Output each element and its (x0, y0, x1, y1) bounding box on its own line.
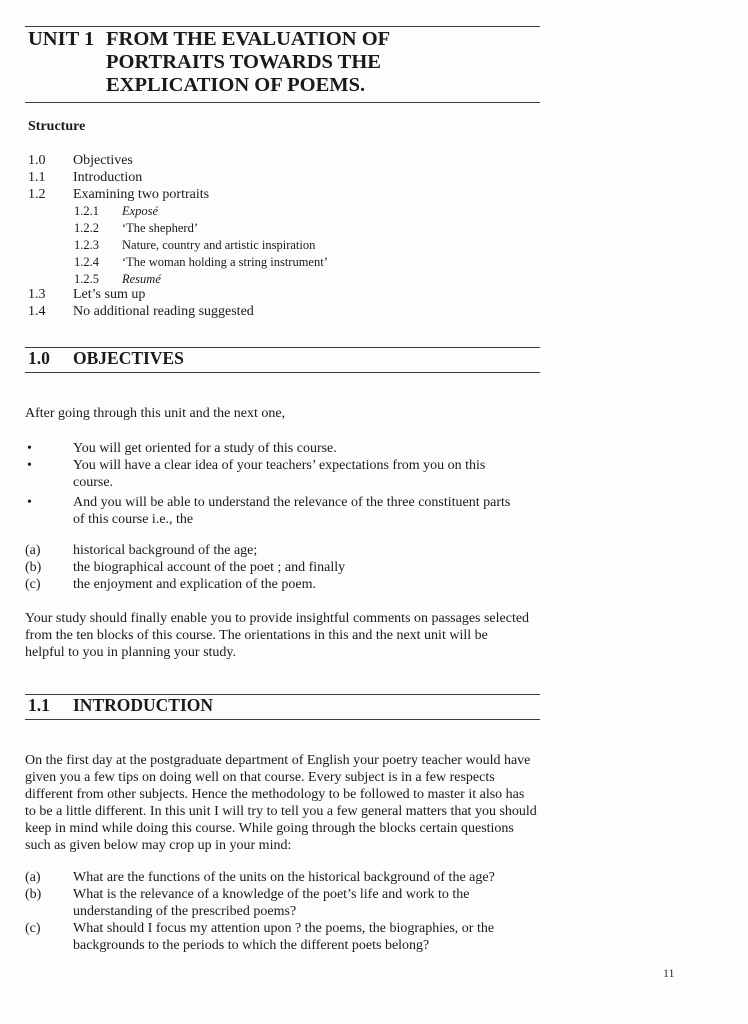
header-bottom-rule (25, 102, 540, 103)
introduction-questions-list (25, 869, 535, 954)
unit-title-line: EXPLICATION OF POEMS. (106, 74, 366, 96)
section-title: INTRODUCTION (73, 695, 214, 715)
toc-item-label: Let’s sum up (73, 287, 146, 303)
toc-item-number: 1.1 (28, 169, 46, 185)
section-number: 1.0 (28, 348, 50, 368)
unit-title-line: FROM THE EVALUATION OF (106, 28, 391, 50)
item-marker: (c) (25, 921, 41, 936)
section-number: 1.1 (28, 695, 50, 715)
list-item (25, 494, 523, 528)
toc-item-number: 1.3 (28, 287, 46, 303)
item-marker: (c) (25, 577, 41, 592)
bullet-icon: • (27, 495, 32, 510)
list-item (25, 886, 513, 920)
toc-item-number: 1.2.3 (74, 237, 99, 252)
item-text: What is the relevance of a knowledge of the poet’s life and work to the understanding of the prescribed poems? (73, 887, 470, 919)
objectives-bullet-list (25, 440, 525, 528)
toc-item-label: Nature, country and artistic inspiration (122, 237, 316, 252)
objectives-intro: After going through this unit and the next one, (25, 406, 286, 421)
toc-item-label: Introduction (73, 169, 143, 185)
toc-item-number: 1.2.5 (74, 271, 99, 286)
list-item (25, 869, 535, 886)
toc-item-label: ‘The woman holding a string instrument’ (122, 254, 328, 269)
toc-item-label: ‘The shepherd’ (122, 221, 199, 236)
structure-heading: Structure (28, 119, 86, 134)
list-item (25, 559, 545, 576)
section-title: OBJECTIVES (73, 348, 184, 368)
bullet-icon: • (27, 458, 32, 473)
item-text: What are the functions of the units on the historical background of the age? (73, 870, 495, 885)
introduction-bottom-rule (25, 719, 540, 720)
toc-item-label: Objectives (73, 153, 133, 168)
course-parts-list (25, 542, 545, 593)
toc-item-label: No additional reading suggested (73, 304, 254, 320)
page-number: 11 (663, 966, 675, 980)
item-marker: (a) (25, 870, 41, 885)
item-text: What should I focus my attention upon ? the poems, the biographies, or the backgrounds to the periods to which the different poets belong? (73, 921, 495, 953)
item-text: historical background of the age; (73, 543, 258, 558)
list-item (25, 440, 525, 457)
unit-title-line: PORTRAITS TOWARDS THE (106, 51, 381, 73)
toc-item-label: Resumé (122, 271, 161, 286)
unit-label: UNIT 1 (28, 28, 95, 50)
item-text: the enjoyment and explication of the poem. (73, 577, 316, 592)
toc-item-number: 1.2.4 (74, 254, 99, 269)
toc-item-number: 1.2 (28, 186, 46, 202)
toc-item-number: 1.0 (28, 153, 46, 168)
objectives-closing-paragraph: Your study should finally enable you to provide insightful comments on passages selected from the ten blocks of this course. The orientations in this and the next unit will be helpful to you in planning your study. (25, 611, 530, 660)
bullet-text: And you will be able to understand the relevance of the three constituent parts of this course i.e., the (73, 495, 511, 527)
toc-item-number: 1.4 (28, 304, 46, 320)
header-top-rule (25, 26, 540, 27)
item-marker: (a) (25, 543, 41, 558)
list-item (25, 457, 523, 491)
toc-item-number: 1.2.1 (74, 204, 99, 219)
item-marker: (b) (25, 887, 42, 902)
bullet-icon: • (27, 441, 32, 456)
list-item (25, 542, 545, 559)
toc-item-number: 1.2.2 (74, 221, 99, 236)
bullet-text: You will have a clear idea of your teachers’ expectations from you on this course. (73, 458, 486, 490)
list-item (25, 576, 545, 593)
item-marker: (b) (25, 560, 42, 575)
list-item (25, 920, 535, 954)
toc-item-label: Exposé (122, 204, 159, 219)
bullet-text: You will get oriented for a study of this course. (73, 441, 337, 456)
toc-item-label: Examining two portraits (73, 186, 210, 202)
item-text: the biographical account of the poet ; and finally (73, 560, 346, 575)
introduction-paragraph: On the first day at the postgraduate department of English your poetry teacher would have given you a few tips on doing well on that course. Every subject is in a few respects different from other subjects. Hence the methodology to be followed to master it also has to be a little different. In this unit I will try to tell you a few general matters that you should keep in mind while doing this course. While going through the blocks certain questions such as given below may crop up in your mind: (25, 753, 537, 853)
objectives-bottom-rule (25, 372, 540, 373)
